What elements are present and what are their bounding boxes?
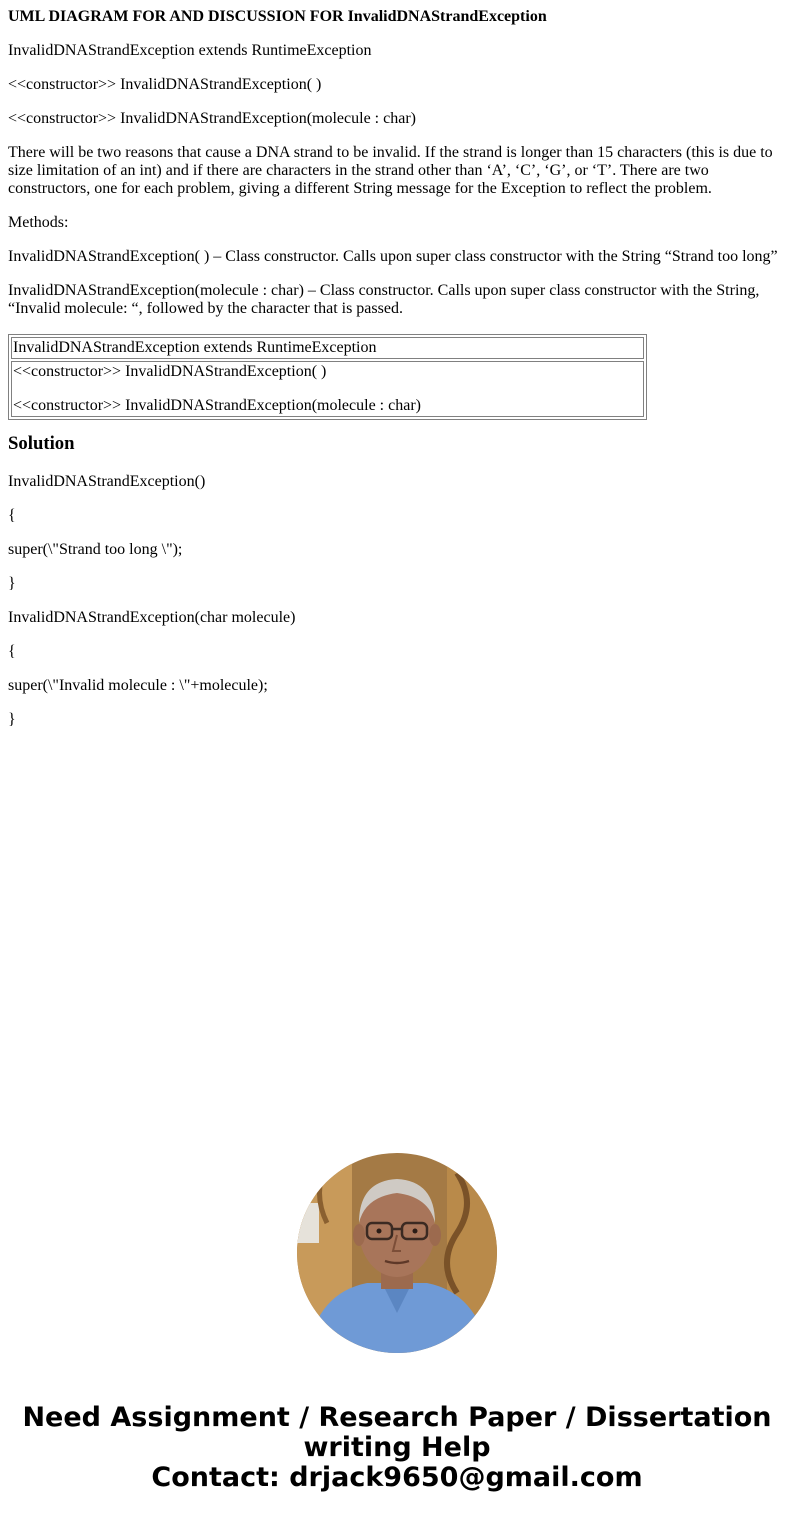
avatar xyxy=(297,1153,497,1353)
code-line: } xyxy=(8,711,16,728)
uml-class-table xyxy=(8,334,647,420)
uml-constructor-1: <<constructor>> InvalidDNAStrandException( ) xyxy=(13,363,327,380)
avatar-eye-right xyxy=(413,1229,418,1234)
solution-heading: Solution xyxy=(8,433,75,454)
code-line: { xyxy=(8,507,16,524)
avatar-eye-left xyxy=(377,1229,382,1234)
code-line: InvalidDNAStrandException(char molecule) xyxy=(8,609,296,626)
advert-contact-line: Contact: drjack9650@gmail.com xyxy=(151,1462,643,1493)
uml-class-body xyxy=(11,361,644,417)
code-line: } xyxy=(8,575,16,592)
code-line: InvalidDNAStrandException() xyxy=(8,473,206,490)
uml-constructor-2: <<constructor>> InvalidDNAStrandException(molecule : char) xyxy=(13,397,421,414)
method-description-1: InvalidDNAStrandException( ) – Class constructor. Calls upon super class constructor with the String “Strand too long” xyxy=(8,248,778,265)
constructor-line-1: <<constructor>> InvalidDNAStrandException( ) xyxy=(8,76,322,93)
discussion-paragraph: There will be two reasons that cause a DNA strand to be invalid. If the strand is longer than 15 characters (this is due to size limitation of an int) and if there are characters in the strand other than ‘A’, ‘C’, ‘G’, or ‘T’. There are two constructors, one for each problem, giving a different String message for the Exception to reflect the problem. xyxy=(8,144,773,197)
advert-line-1: Need Assignment / Research Paper / Dissertation xyxy=(22,1402,772,1433)
code-line: super(\"Strand too long \"); xyxy=(8,541,183,558)
solution-code xyxy=(8,473,786,729)
avatar-ear-right xyxy=(429,1224,441,1246)
avatar-portrait xyxy=(297,1153,497,1353)
methods-label: Methods: xyxy=(8,214,69,231)
constructor-line-2: <<constructor>> InvalidDNAStrandException(molecule : char) xyxy=(8,110,416,127)
document-title: UML DIAGRAM FOR AND DISCUSSION FOR InvalidDNAStrandException xyxy=(8,8,547,25)
method-description-2: InvalidDNAStrandException(molecule : char) – Class constructor. Calls upon super class constructor with the String, “Invalid molecule: “, followed by the character that is passed. xyxy=(8,282,760,317)
class-declaration: InvalidDNAStrandException extends RuntimeException xyxy=(8,42,372,59)
document-body xyxy=(8,8,786,745)
avatar-ear-left xyxy=(353,1224,365,1246)
code-line: { xyxy=(8,643,16,660)
avatar-switchboard xyxy=(297,1203,319,1243)
code-line: super(\"Invalid molecule : \"+molecule); xyxy=(8,677,268,694)
uml-class-header: InvalidDNAStrandException extends RuntimeException xyxy=(11,337,644,359)
advert-line-2: writing Help xyxy=(303,1432,491,1463)
contact-advert xyxy=(0,1403,794,1493)
